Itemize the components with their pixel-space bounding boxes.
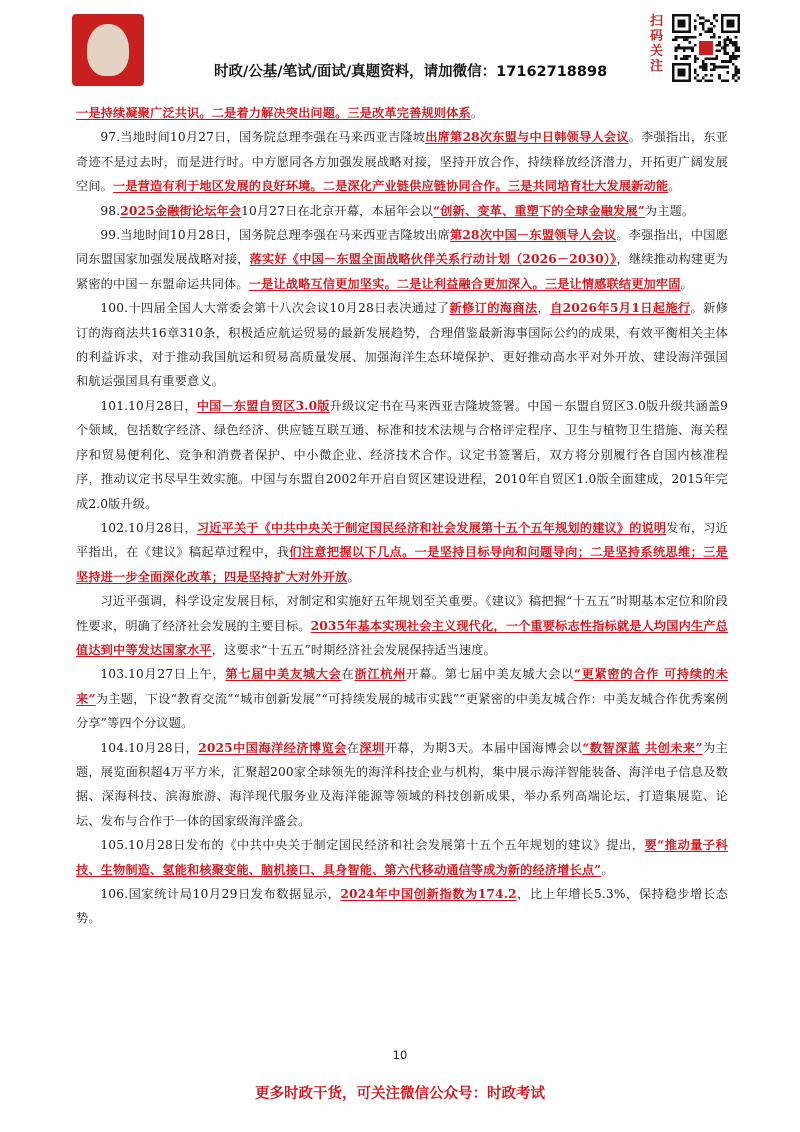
body-text: 。李强指出，东亚奇迹不是过去时，而是进行时。中方愿同各方加强发展战略对接，坚持开放合作，持续释放经济潜力，开拓更广阔发展空间。 [76, 130, 729, 194]
body-text: 开幕，为期3天。本届中国海博会以 [384, 740, 583, 755]
body-text: 在 [341, 667, 355, 682]
body-text: 106.国家统计局10月29日发布数据显示， [100, 887, 341, 901]
highlighted-text: 2025金融街论坛年会 [120, 203, 242, 218]
body-text: 。 [601, 862, 614, 877]
highlighted-text: 2024年中国创新指数为174.2 [340, 887, 517, 901]
qr-code-icon[interactable] [672, 14, 740, 82]
body-text: 98. [100, 203, 121, 218]
highlighted-text: 出席第28次东盟与中日韩领导人会议 [425, 130, 629, 145]
paragraph [76, 833, 728, 882]
paragraph [76, 736, 728, 834]
highlighted-text: 一是营造有利于地区发展的良好环境。二是深化产业链供应链协同合作。三是共同培育壮大发展新动能 [113, 179, 669, 194]
body-text: 。李强指出，中国愿同东盟国家加强发展战略对接， [76, 228, 728, 267]
paragraph [76, 394, 728, 516]
highlighted-text: 自2026年5月1日起施行 [550, 301, 691, 316]
footer-banner: 更多时政干货，可关注微信公众号：时政考试 [255, 1086, 545, 1102]
body-text: 101.10月28日， [100, 398, 197, 413]
body-text: 100.十四届全国人大常委会第十八次会议10月28日表决通过了 [100, 301, 450, 316]
paragraph [76, 199, 728, 223]
highlighted-text: 浙江杭州 [354, 667, 407, 682]
paragraph [76, 125, 728, 198]
body-text: 104.10月28日， [100, 740, 199, 755]
highlighted-text: 们注意把握以下几点。一是坚持目标导向和问题导向；二是坚持系统思维；三是坚持进一步全面深化改革；四是坚持扩大对外开放 [76, 545, 728, 584]
highlighted-text: 一是持续凝聚广泛共识。二是着力解决突出问题。三是改革完善规则体系 [76, 106, 471, 120]
highlighted-text: “创新、变革、重塑下的全球金融发展” [433, 203, 645, 218]
body-text: 在 [346, 740, 360, 755]
body-text: 。 [470, 106, 484, 120]
body-text: 103.10月27日上午， [100, 667, 226, 682]
page-number: 10 [392, 1048, 408, 1062]
highlighted-text: “数智深蓝 共创未来” [582, 740, 703, 755]
scan-label: 扫码关注 [650, 14, 664, 74]
document-body [76, 101, 728, 931]
body-text: 97.当地时间10月27日，国务院总理李强在马来西亚吉隆坡 [100, 130, 426, 145]
body-text: ，比上年增长5.3%，保持稳步增长态势。 [76, 887, 728, 926]
highlighted-text: “更紧密的合作 可持续的未来” [76, 667, 728, 706]
body-text: 。新修订的海商法共16章310条，积极适应航运贸易的最新发展趋势，合理借鉴最新海事国际公约的成果，有效平衡相关主体的利益诉求，对于推动我国航运和贸易高质量发展、加强海洋生态环境保护、更好推动高水平对外开放、建设海洋强国和航运强国具有重要意义。 [76, 301, 728, 389]
seal-logo-icon [72, 14, 144, 86]
highlighted-text: 2025中国海洋经济博览会 [198, 740, 347, 755]
paragraph [76, 662, 728, 735]
body-text: ，这要求“十五五”时期经济社会发展保持适当速度。 [211, 642, 496, 657]
paragraph [76, 101, 728, 125]
highlighted-text: 深圳 [359, 740, 385, 755]
highlighted-text: 一是让战略互信更加坚实。二是让利益融合更加深入。三是让情感联结更加牢固 [248, 276, 681, 291]
body-text: ， [537, 301, 551, 316]
highlighted-text: 2035年基本实现社会主义现代化，一个重要标志性指标就是人均国内生产总值达到中等发达国家水平 [76, 618, 728, 657]
highlighted-text: 习近平关于《中共中央关于制定国民经济和社会发展第十五个五年规划的建议》的说明 [196, 520, 667, 535]
contact-line: 时政/公基/笔试/面试/真题资料，请加微信：17162718898 [214, 64, 608, 80]
highlighted-text: 第七届中美友城大会 [225, 667, 342, 682]
body-text: 为主题，下设“教育交流”“城市创新发展”“可持续发展的城市实践”“更紧密的中美友城合作：中美友城合作优秀案例分享”等四个分议题。 [76, 691, 728, 731]
body-text: 102.10月28日， [100, 520, 197, 535]
highlighted-text: 中国－东盟自贸区3.0版 [196, 398, 330, 413]
paragraph [76, 882, 728, 931]
body-text: 开幕。第七届中美友城大会以 [406, 667, 574, 682]
body-text: 发布，习近平指出，在《建议》稿起草过程中，我 [76, 520, 728, 560]
highlighted-text: 第28次中国－东盟领导人会议 [450, 228, 617, 243]
body-text: ，继续推动构建更为紧密的中国－东盟命运共同体。 [76, 252, 728, 291]
body-text: 10月27日在北京开幕，本届年会以 [241, 203, 434, 218]
body-text: 升级议定书在马来西亚吉隆坡签署。中国－东盟自贸区3.0版升级共涵盖9个领域，包括数字经济、绿色经济、供应链互联互通、标准和技术法规与合格评定程序、卫生与植物卫生措施、海关程序和贸易便利化、竞争和消费者保护、中小微企业、经济技术合作。议定书签署后，双方将分别履行各自国内核准程序，推动议定书尽早生效实施。中国与东盟自2002年开启自贸区建设进程，2010年自贸区1.0版全面建成，2015年完成2.0版升级。 [76, 398, 728, 511]
body-text: 为主题，展览面积超4万平方米，汇聚超200家全球领先的海洋科技企业与机构，集中展示海洋智能装备、海洋电子信息及数据、深海科技、滨海旅游、海洋现代服务业及海洋能源等领域的科技创新成果，举办系列高端论坛，打造集展览、论坛、发布与合作于一体的国家级海洋盛会。 [76, 740, 728, 828]
body-text: 105.10月28日发布的《中共中央关于制定国民经济和社会发展第十五个五年规划的建议》提出， [100, 838, 645, 853]
body-text: 。 [347, 569, 360, 584]
highlighted-text: 落实好《中国－东盟全面战略伙伴关系行动计划（2026－2030）》 [249, 252, 617, 267]
highlighted-text: 要“推动量子科技、生物制造、氢能和核聚变能、脑机接口、具身智能、第六代移动通信等成为新的经济增长点” [76, 838, 729, 877]
page-header [0, 0, 800, 98]
body-text: 为主题。 [644, 203, 695, 218]
highlighted-text: 新修订的海商法 [449, 301, 538, 316]
paragraph [76, 223, 728, 296]
body-text: 99.当地时间10月28日，国务院总理李强在马来西亚吉隆坡出席 [100, 228, 451, 243]
body-text: 。 [680, 276, 693, 291]
paragraph [76, 589, 728, 662]
paragraph [76, 296, 728, 394]
paragraph [76, 516, 728, 589]
body-text: 。 [668, 179, 681, 194]
body-text: 习近平强调，科学设定发展目标，对制定和实施好五年规划至关重要。《建议》稿把握“十五五”时期基本定位和阶段性要求，明确了经济社会发展的主要目标。 [76, 594, 728, 633]
